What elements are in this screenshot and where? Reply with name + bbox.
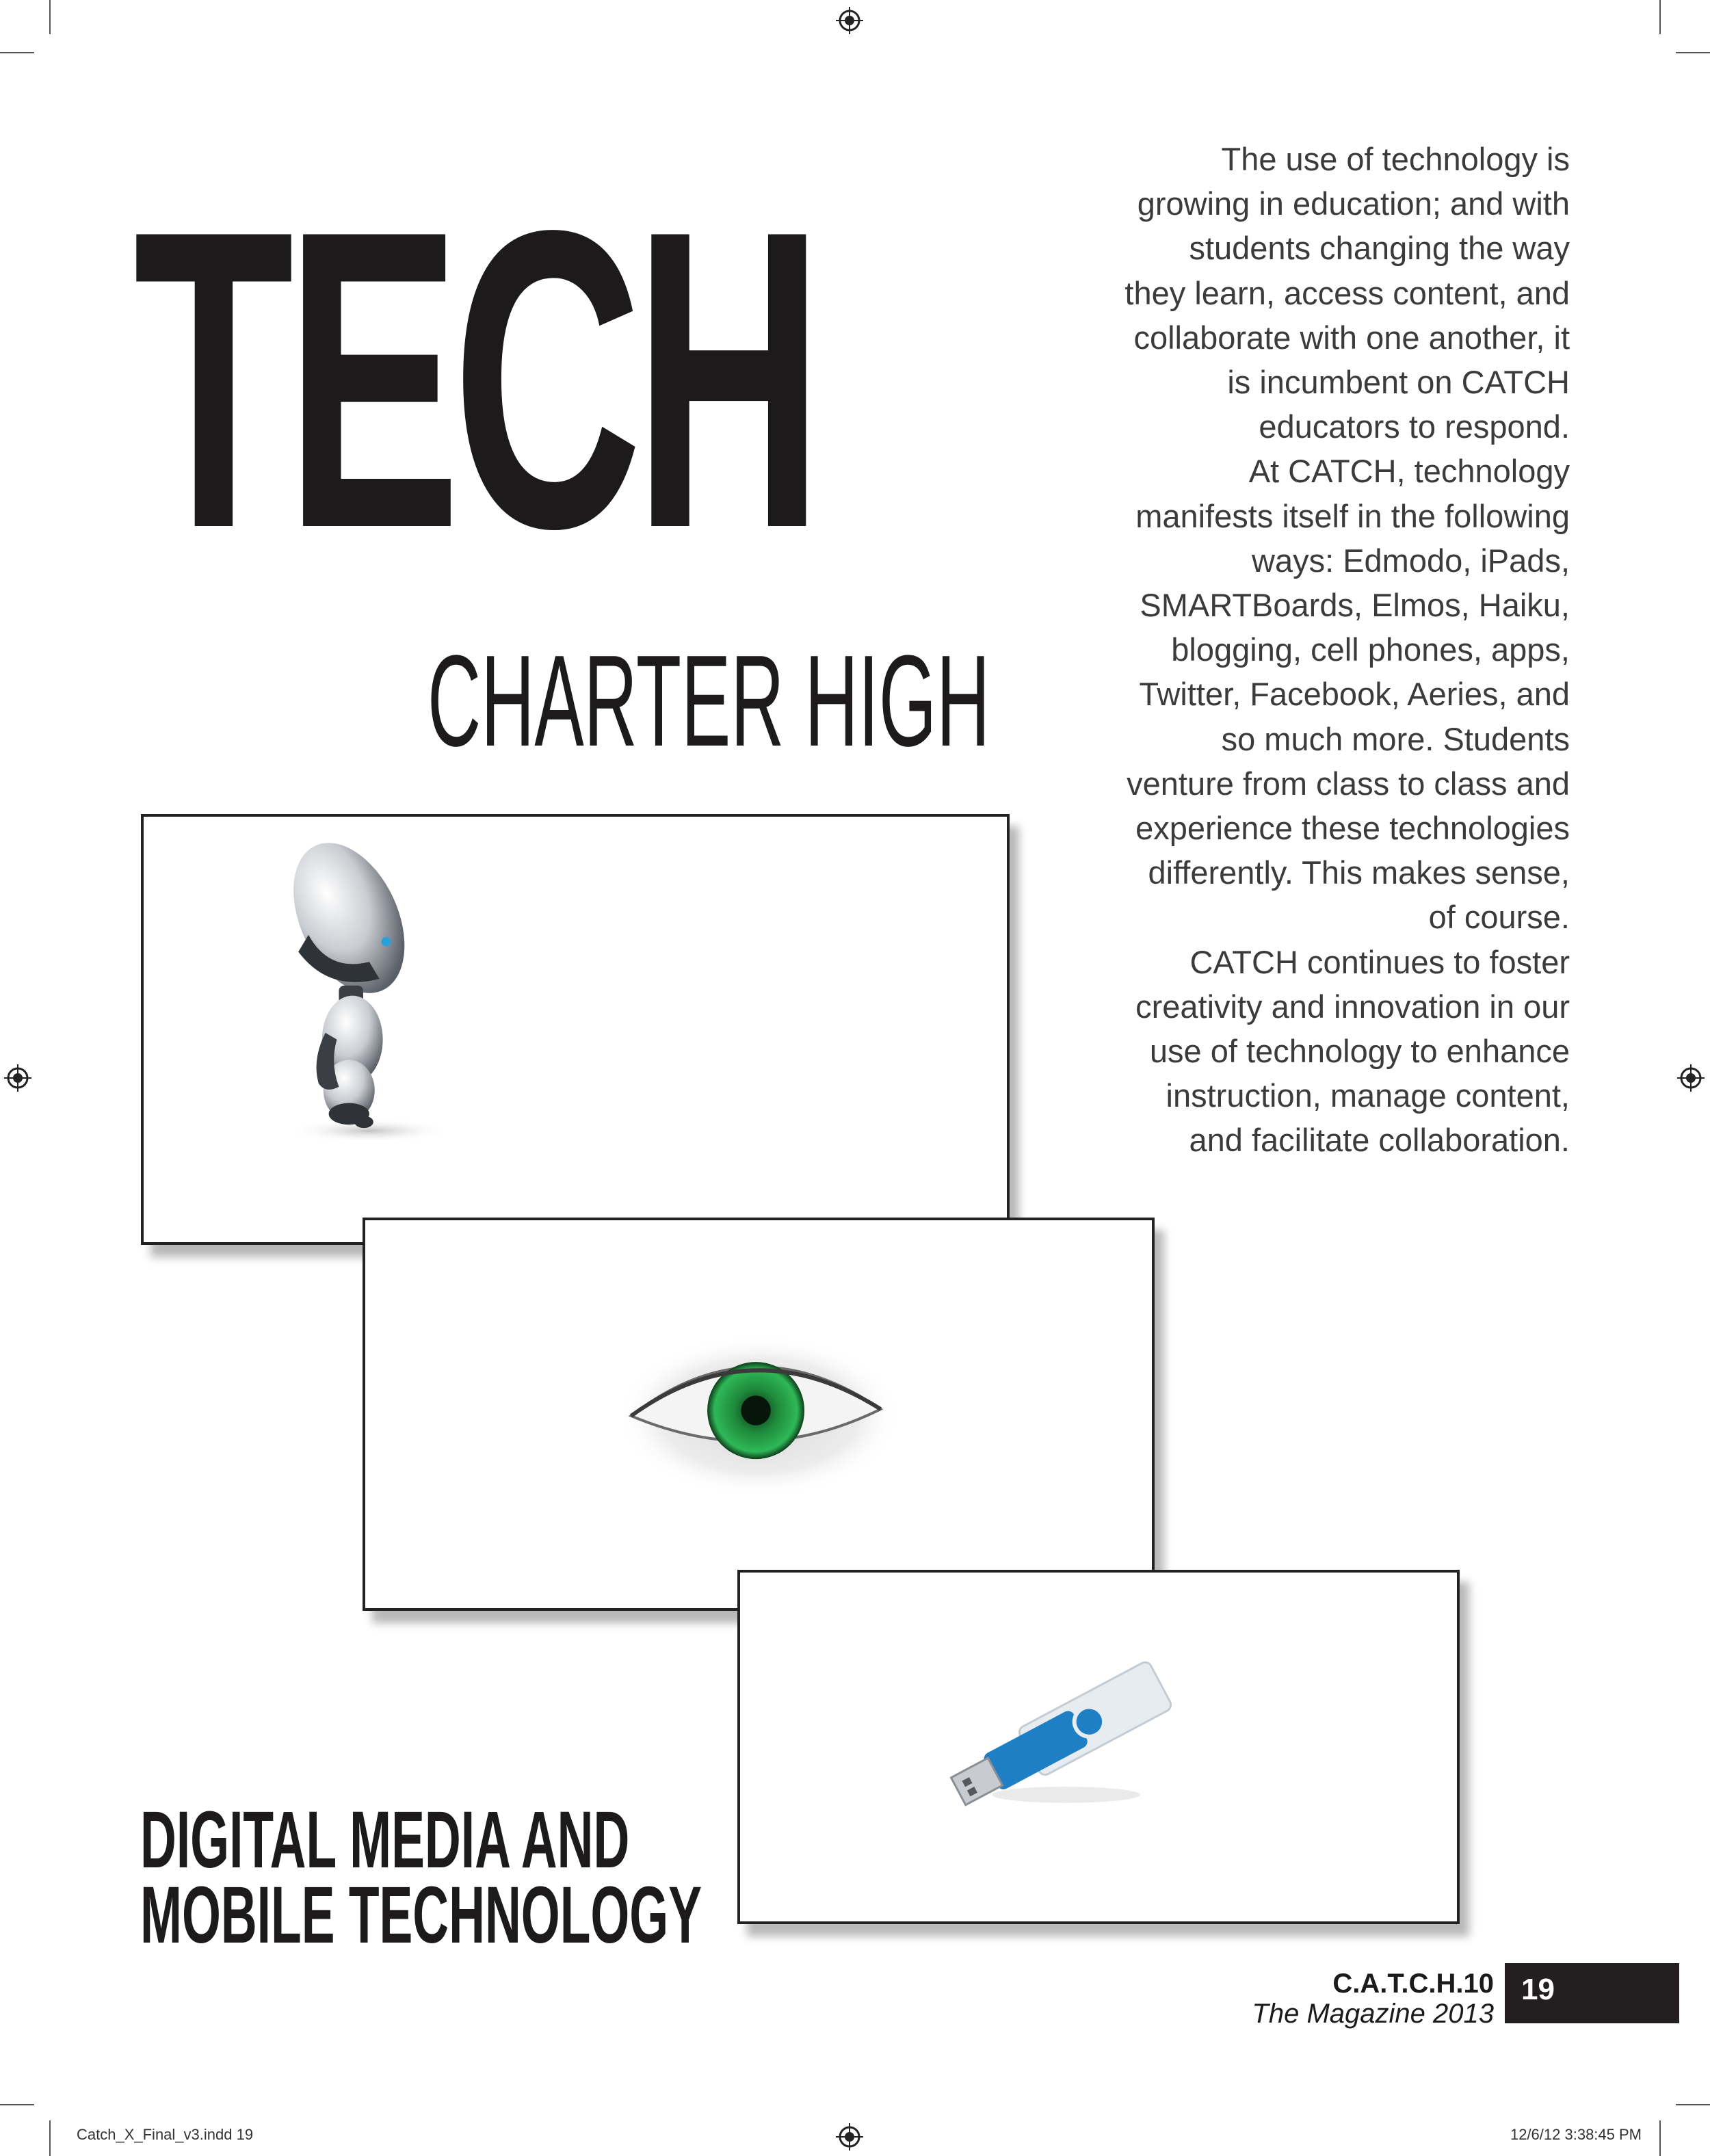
- page-title: TECH: [133, 143, 815, 616]
- crop-mark: [0, 52, 34, 53]
- registration-mark-icon: [4, 1064, 31, 1092]
- folio-brand: [1252, 1969, 1494, 2029]
- crop-mark: [1676, 52, 1710, 53]
- page-number: 19: [1521, 1973, 1555, 2006]
- robot-photo: [141, 814, 1010, 1245]
- intro-paragraph: At CATCH, technology manifests itself in the following ways: Edmodo, iPads, SMARTBoards, Elmos, Haiku, blogging, cell phones, apps, Twitter, Facebook, Aeries, and so much more. Students venture from class to class and experience these technologies differently. This makes sense, of course.: [1127, 453, 1570, 936]
- section-title-line: DIGITAL MEDIA AND: [140, 1795, 630, 1885]
- usb-drive-photo: [737, 1570, 1460, 1924]
- crop-mark: [49, 2120, 51, 2156]
- page-number-box: [1505, 1963, 1679, 2023]
- intro-paragraph: CATCH continues to foster creativity and innovation in our use of technology to enhance instruction, manage content, and facilitate collaboration.: [1135, 943, 1570, 1159]
- crop-mark: [1659, 2120, 1661, 2156]
- crop-mark: [1676, 2104, 1710, 2105]
- page-subtitle: CHARTER HIGH: [428, 629, 990, 774]
- section-title: [140, 1795, 702, 1960]
- registration-mark-icon: [836, 2123, 863, 2151]
- section-title-line: MOBILE TECHNOLOGY: [140, 1870, 702, 1960]
- registration-mark-icon: [1677, 1064, 1705, 1092]
- magazine-issue: The Magazine 2013: [1252, 1999, 1494, 2029]
- intro-text: [1122, 137, 1570, 1163]
- crop-mark: [49, 0, 51, 34]
- intro-paragraph: The use of technology is growing in education; and with students changing the way they learn, access content, and collaborate with one another, it is incumbent on CATCH educators to respond.: [1124, 141, 1570, 445]
- slug-timestamp: 12/6/12 3:38:45 PM: [1510, 2126, 1642, 2143]
- usb-drive-icon: [740, 1573, 1457, 1921]
- crop-mark: [1659, 0, 1661, 34]
- registration-mark-icon: [836, 7, 863, 34]
- magazine-name: C.A.T.C.H.10: [1332, 1969, 1494, 1999]
- eye-icon: [365, 1220, 1152, 1608]
- eye-photo: [363, 1218, 1155, 1611]
- crop-mark: [0, 2104, 34, 2105]
- robot-icon: [144, 817, 1007, 1242]
- slug-file: Catch_X_Final_v3.indd 19: [77, 2126, 254, 2143]
